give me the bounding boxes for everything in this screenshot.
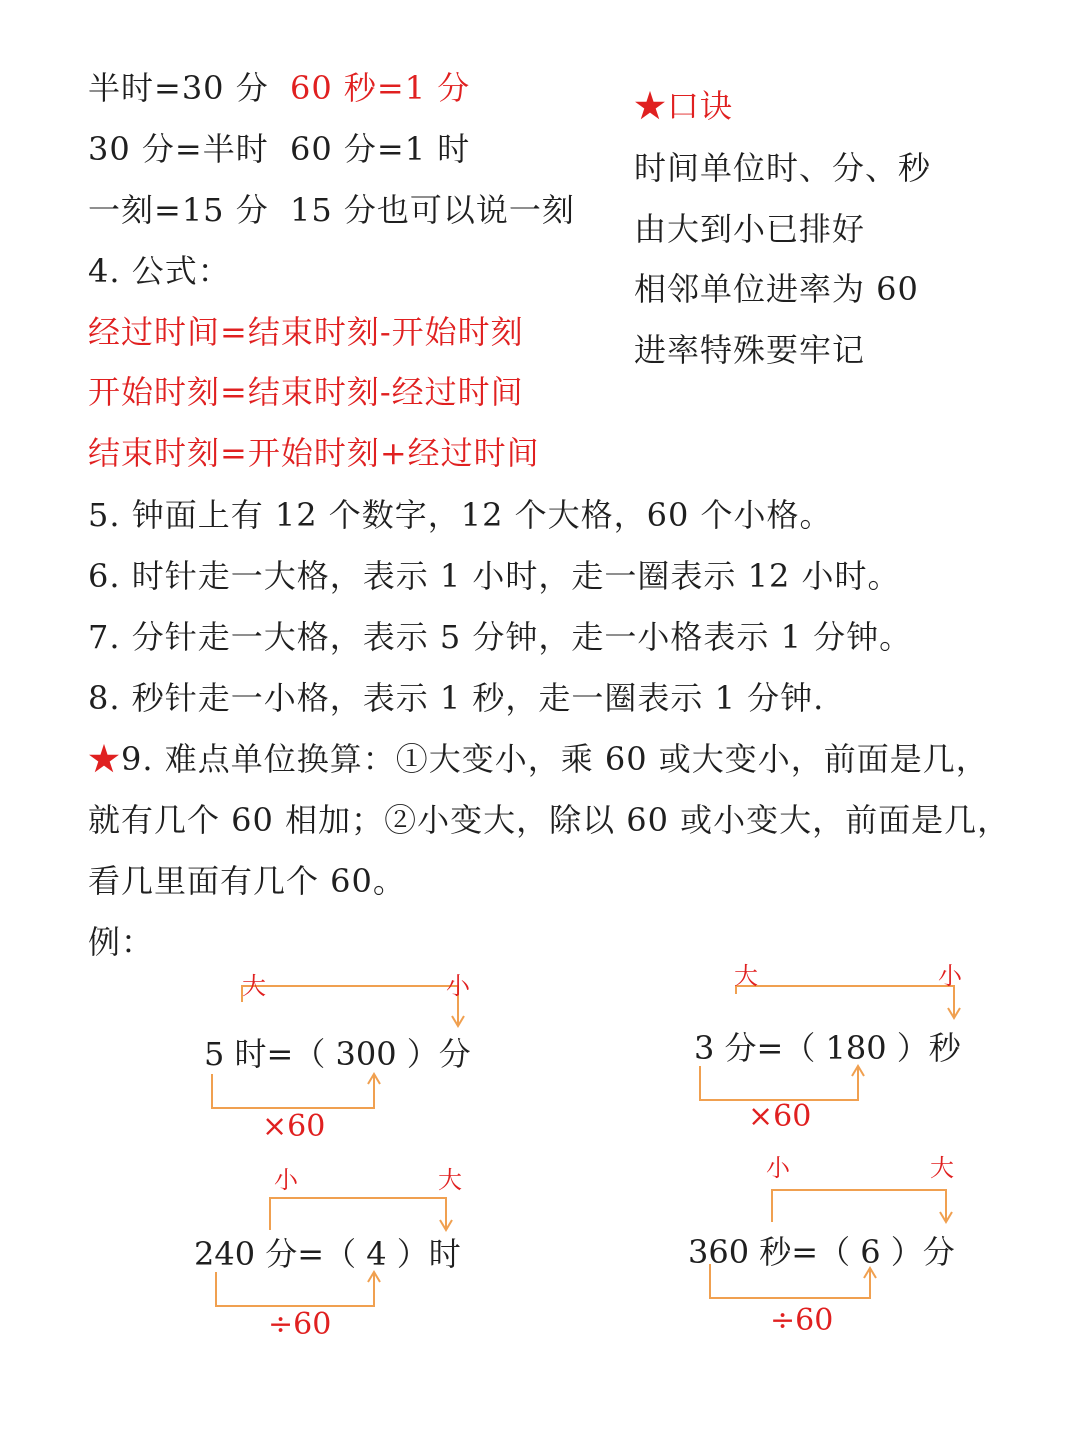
conversion-equation: 5 时=（ 300 ）分 [204,1035,471,1073]
point-9-line-1 [88,739,989,779]
formula-line: 经过时间=结束时刻-开始时刻 [88,313,524,351]
point-6: 6. 时针走一大格，表示 1 小时，走一圈表示 12 小时。 [88,557,901,595]
conversion-equation: 3 分=（ 180 ）秒 [694,1029,961,1067]
mnemonic-heading [634,86,733,126]
example-diagram [190,968,570,1168]
conversion-30-minutes: 30 分=半时 [88,130,269,168]
conversion-equation: 360 秒=（ 6 ）分 [688,1233,955,1271]
mnemonic-line: 由大到小已排好 [634,210,866,248]
example-diagram [686,1152,1066,1352]
star-icon: ★ [634,87,668,125]
formula-heading: 4. 公式： [88,252,231,290]
conversion-equation: 240 分=（ 4 ）时 [194,1235,461,1273]
conversion-quarter: 一刻=15 分 [88,191,269,229]
unit-label-right: 大 [438,1166,462,1194]
star-icon: ★ [88,740,122,778]
example-label: 例： [88,923,155,961]
conversion-60-minutes: 60 分=1 时 [290,130,471,168]
point-8: 8. 秒针走一小格，表示 1 秒，走一圈表示 1 分钟. [88,679,825,717]
formula-line: 结束时刻=开始时刻+经过时间 [88,434,540,472]
unit-label-left: 小 [766,1154,790,1182]
mnemonic-line: 时间单位时、分、秒 [634,149,932,187]
conversion-half-hour: 半时=30 分 [88,69,269,107]
point-9-line-3: 看几里面有几个 60。 [88,862,406,900]
operation-label: ÷60 [268,1307,332,1342]
operation-label: ×60 [748,1099,812,1134]
example-diagram [190,1160,570,1360]
point-5: 5. 钟面上有 12 个数字，12 个大格，60 个小格。 [88,496,833,534]
formula-line: 开始时刻=结束时刻-经过时间 [88,373,524,411]
operation-label: ×60 [262,1109,326,1144]
example-diagram [686,960,1066,1160]
unit-label-right: 大 [930,1154,954,1182]
unit-label-left: 大 [734,962,758,990]
operation-label: ÷60 [770,1303,834,1338]
unit-label-left: 大 [242,972,266,1000]
unit-label-left: 小 [274,1166,298,1194]
point-9-text: 9. 难点单位换算：①大变小，乘 60 或大变小，前面是几， [121,740,989,778]
unit-label-right: 小 [446,972,470,1000]
mnemonic-line: 相邻单位进率为 60 [634,270,919,308]
point-9-line-2: 就有几个 60 相加；②小变大，除以 60 或小变大，前面是几， [88,801,1011,839]
unit-label-right: 小 [938,962,962,990]
conversion-15-minutes: 15 分也可以说一刻 [290,191,575,229]
mnemonic-title: 口诀 [667,87,734,125]
conversion-60-seconds: 60 秒=1 分 [290,69,471,107]
mnemonic-line: 进率特殊要牢记 [634,331,866,369]
point-7: 7. 分针走一大格，表示 5 分钟，走一小格表示 1 分钟。 [88,618,913,656]
